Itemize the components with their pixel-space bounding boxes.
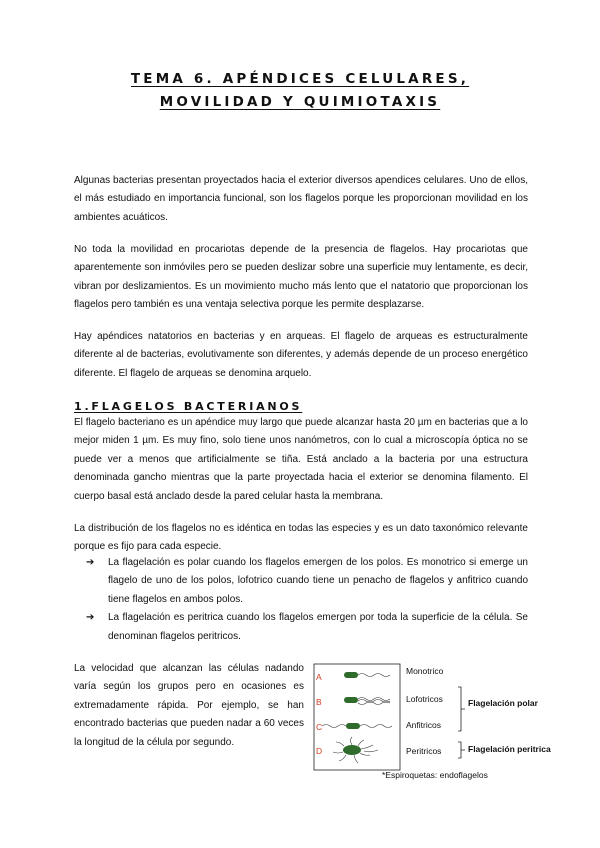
bullet-text: La flagelación es polar cuando los flagelos emergen de los polos. Es monotrico si emerge un flagelo de uno de los polos, lofotrico cuando tiene un penacho de flagelos y anfitrico cuando tiene flagelos en ambos polos. — [108, 557, 528, 605]
cell-peritrico — [343, 745, 361, 755]
figure-footnote: *Espiroquetas: endoflagelos — [382, 770, 488, 780]
arrow-bullet-icon: ➔ — [86, 557, 95, 568]
figure-label-lofotricos: Lofotricos — [406, 694, 443, 704]
intro-paragraph-3: Hay apéndices natatorios en bacterias y en arqueas. El flagelo de arqueas es estructuralmente diferente al de bacterias, evolutivamente son diferentes, y además depende de un proceso energético diferente. El flagelo de arqueas se denomina arquelo. — [74, 331, 528, 379]
cell-monotrico — [344, 672, 358, 678]
figure-label-anfitricos: Anfitricos — [406, 720, 441, 730]
list-item — [86, 609, 528, 646]
cell-anfitrico — [346, 723, 360, 729]
cell-lofotrico — [344, 697, 358, 703]
figure-letter-c: C — [316, 722, 323, 732]
figure-letter-d: D — [316, 746, 323, 756]
bracket-polar — [458, 687, 465, 731]
intro-paragraph-2: No toda la movilidad en procariotas depende de la presencia de flagelos. Hay procariotas que aparentemente son inmóviles pero se pueden deslizar sobre una superficie muy lentamente, es decir, vibran por deslizamientos. Es un movimiento mucho más lento que el natatorio que proporcionan los flagelos pero también es una ventaja selectiva porque les permite desplazarse. — [74, 244, 528, 311]
figure-label-monotrico: Monotrico — [406, 666, 444, 676]
figure-letter-b: B — [316, 697, 322, 707]
bullet-text: La flagelación es peritrica cuando los flagelos emergen por toda la superficie de la célula. Se denominan flagelos peritricos. — [108, 612, 528, 642]
section-paragraph-1: El flagelo bacteriano es un apéndice muy largo que puede alcanzar hasta 20 µm en bacterias que a lo mejor miden 1 µm. Es muy fino, solo tiene unos nanómetros, con lo cual a microscopía óptica no se puede ver a menos que artificialmente se tiña. Está anclado a la bacteria por una estructura denominada gancho mientras que la parte proyectada hacia el exterior se denomina filamento. El cuerpo basal está anclado desde la pared celular hasta la membrana. — [74, 417, 528, 502]
section-heading-flagelos: 1.FLAGELOS BACTERIANOS — [74, 400, 303, 413]
list-item — [86, 554, 528, 609]
flagellation-types-figure — [312, 662, 551, 782]
bracket-peritrica — [458, 742, 465, 758]
figure-letter-a: A — [316, 672, 322, 682]
flagellum-monotrico — [358, 674, 390, 677]
page-title-line-2: MOVILIDAD Y QUIMIOTAXIS — [159, 94, 441, 110]
intro-paragraph-1: Algunas bacterias presentan proyectados hacia el exterior diversos apendices celulares. Uno de ellos, el más estudiado en importancia funcional, son los flagelos porque les proporcionan movilidad en los ambientes acuáticos. — [74, 175, 528, 223]
section-paragraph-2: La distribución de los flagelos no es idéntica en todas las especies y es un dato taxonómico relevante porque es fijo para cada especie. — [74, 523, 528, 553]
figure-label-peritricos: Peritricos — [406, 746, 442, 756]
figure-group-peritrica: Flagelación peritrica — [468, 744, 551, 754]
section-paragraph-3: La velocidad que alcanzan las células nadando varía según los grupos pero en ocasiones es extremadamente rápida. Por ejemplo, se han encontrado bacterias que pueden nadar a 60 veces la longitud de la célula por segundo. — [74, 663, 304, 748]
flagellation-bullet-list — [86, 554, 528, 646]
figure-group-polar: Flagelación polar — [468, 698, 538, 708]
arrow-bullet-icon: ➔ — [86, 612, 95, 624]
page-title-line-1: TEMA 6. APÉNDICES CELULARES, — [130, 71, 470, 87]
